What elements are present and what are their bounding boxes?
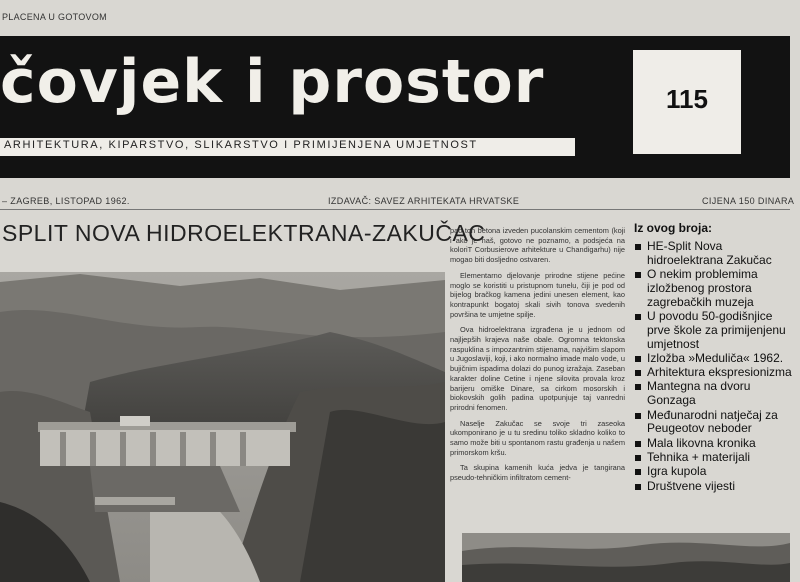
price: CIJENA 150 DINARA xyxy=(702,196,795,206)
issue-number: 115 xyxy=(666,84,708,114)
toc-item: Mala likovna kronika xyxy=(634,437,799,451)
toc-item: Mantegna na dvoru Gonzaga xyxy=(634,380,799,408)
secondary-photo xyxy=(462,533,790,582)
place-date: – ZAGREB, LISTOPAD 1962. xyxy=(2,196,130,206)
toc-title: Iz ovog broja: xyxy=(634,221,712,235)
magazine-title: čovjek i prostor xyxy=(0,47,545,117)
divider-rule xyxy=(0,209,790,210)
publisher: IZDAVAČ: SAVEZ ARHITEKATA HRVATSKE xyxy=(328,196,520,206)
toc-item: Igra kupola xyxy=(634,465,799,479)
article-paragraph: Naselje Zakučac se svoje tri zaseoka ukomponirano je u tu sredinu toliko skladno koliko to samo može biti u spontanom rastu građenja u našem primorskom kršu. xyxy=(450,418,625,457)
toc-item: Društvene vijesti xyxy=(634,480,799,494)
toc-item: HE-Split Nova hidroelektrana Zakučac xyxy=(634,240,799,268)
article-headline: SPLIT NOVA HIDROELEKTRANA-ZAKUČAC xyxy=(2,220,486,246)
toc-item: Međunarodni natječaj za Peugeotov neboder xyxy=(634,409,799,437)
toc-list xyxy=(634,240,799,494)
top-note: PLACENA U GOTOVOM xyxy=(2,12,107,22)
toc-item: U povodu 50-godišnjice prve škole za primijenjenu umjetnost xyxy=(634,310,799,351)
toc-item: Izložba »Meduliča« 1962. xyxy=(634,352,799,366)
toc-item: O nekim problemima izložbenog prostora zagrebačkih muzeja xyxy=(634,268,799,309)
article-text-column xyxy=(450,226,625,489)
dam-photo xyxy=(0,272,445,582)
toc-item: Arhitektura ekspresionizma xyxy=(634,366,799,380)
article-paragraph: Ta skupina kamenih kuća jedva je tangirana pseudo-tehničkim infiltratom cement- xyxy=(450,463,625,483)
toc-item: Tehnika + materijali xyxy=(634,451,799,465)
tagline: ARHITEKTURA, KIPARSTVO, SLIKARSTVO I PRIMIJENJENA UMJETNOST xyxy=(4,139,478,151)
article-paragraph: Elementarno djelovanje prirodne stijene pećine moglo se koristiti u pristupnom tunelu, čiji je pod od bijelog bračkog kamena jedini unesen element, kao kontrapunkt bogatoj skali sivih tonova svedenih površina te umjetne spilje. xyxy=(450,270,625,319)
article-paragraph: Ova hidroelektrana izgrađena je u jednom od najljepših krajeva naše obale. Ogromna tektonska raspuklina s impozantnim stijenama, najvišim slapom u Jugoslaviji, koji, i ako normalno imade malo vode, u bujičnim ispadima dolazi do punog izražaja. Zaseban karakter doline Cetine i njene silovita provala kroz barijeru omiške Dinare, sa cirkom mosorskih i biokovskih golih padina upotpunjuje taj vanredni prirodni fenomen. xyxy=(450,325,625,412)
article-paragraph: pao ton betona izveden pucolanskim cementom (koji i ako je naš, gotovo ne poznamo, a podsjeća na koloriT Corbusierove arhitekture u Chandigarhu) nije mogao biti dosljedno ostvaren. xyxy=(450,226,625,265)
